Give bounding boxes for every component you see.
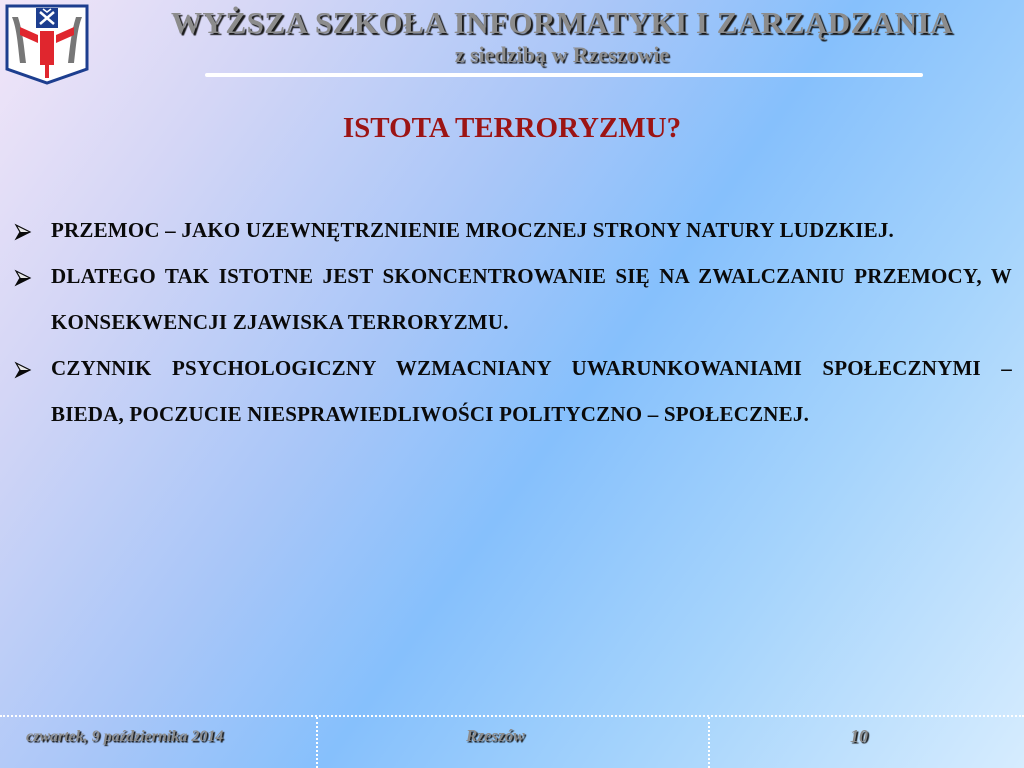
university-crest-icon [4, 3, 90, 85]
school-name: WYŻSZA SZKOŁA INFORMATYKI I ZARZĄDZANIA [171, 5, 953, 40]
footer-city: Rzeszów [466, 726, 525, 745]
footer-date: czwartek, 9 października 2014 [26, 728, 224, 745]
arrow-bullet-icon [14, 269, 32, 287]
bullet-text: PRZEMOC – JAKO UZEWNĘTRZNIENIE MROCZNEJ STRONY NATURY LUDZKIEJ. [51, 218, 895, 242]
footer-divider [0, 715, 1024, 717]
page-number: 10 [850, 726, 868, 746]
header-divider [205, 73, 923, 77]
footer-separator [316, 717, 318, 768]
bullet-item [14, 253, 1012, 345]
arrow-bullet-icon [14, 223, 32, 241]
bullet-list [14, 207, 1012, 437]
school-subtitle: z siedzibą w Rzeszowie [454, 42, 670, 67]
bullet-text: CZYNNIK PSYCHOLOGICZNY WZMACNIANY UWARUNKOWANIAMI SPOŁECZNYMI – BIEDA, POCZUCIE NIESPRAWIEDLIWOŚCI POLITYCZNO – SPOŁECZNEJ. [51, 356, 1012, 426]
footer-separator [708, 717, 710, 768]
arrow-bullet-icon [14, 361, 32, 379]
slide-title: ISTOTA TERRORYZMU? [342, 112, 682, 144]
bullet-text: DLATEGO TAK ISTOTNE JEST SKONCENTROWANIE SIĘ NA ZWALCZANIU PRZEMOCY, W KONSEKWENCJI ZJAWISKA TERRORYZMU. [51, 264, 1012, 334]
bullet-item [14, 207, 1012, 253]
bullet-item [14, 345, 1012, 437]
